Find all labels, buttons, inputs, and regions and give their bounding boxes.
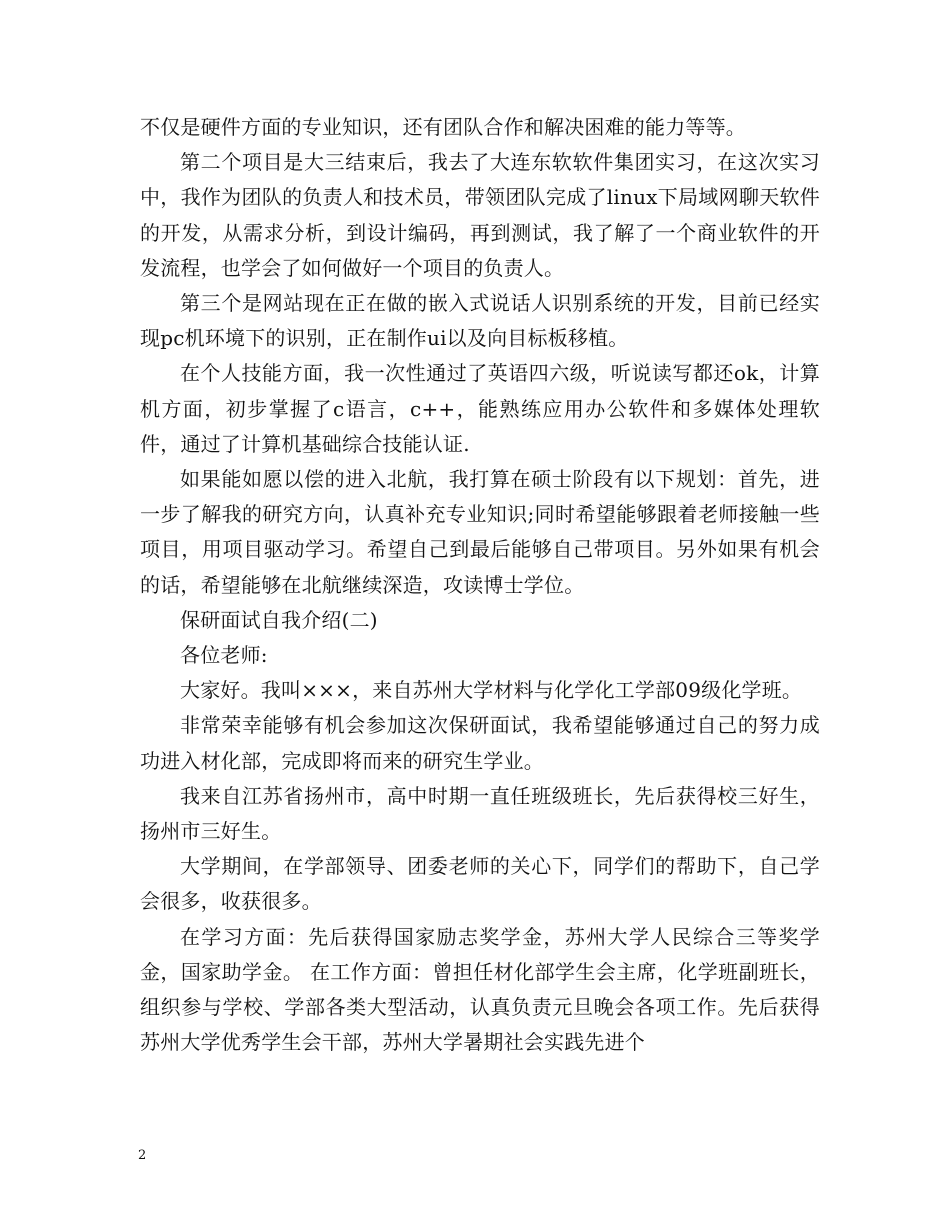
paragraph-12: 在学习方面：先后获得国家励志奖学金，苏州大学人民综合三等奖学金，国家助学金。 在工作方面：曾担任材化部学生会主席，化学班副班长，组织参与学校、学部各类大型活动，认真负责元旦晚会各项工作。先后获得苏州大学优秀学生会干部，苏州大学暑期社会实践先进个 xyxy=(140,924,820,1055)
paragraph-9: 非常荣幸能够有机会参加这次保研面试，我希望能够通过自己的努力成功进入材化部，完成即将而来的研究生学业。 xyxy=(140,713,820,773)
paragraph-1: 不仅是硬件方面的专业知识，还有团队合作和解决困难的能力等等。 xyxy=(140,115,746,139)
paragraph-2: 第二个项目是大三结束后，我去了大连东软软件集团实习，在这次实习中，我作为团队的负责人和技术员，带领团队完成了linux下局域网聊天软件的开发，从需求分析，到设计编码，再到测试，我了解了一个商业软件的开发流程，也学会了如何做好一个项目的负责人。 xyxy=(140,150,820,280)
salutation: 各位老师: xyxy=(180,643,268,668)
section-heading: 保研面试自我介绍(二) xyxy=(180,607,378,632)
paragraph-8: 大家好。我叫×××，来自苏州大学材料与化学化工学部09级化学班。 xyxy=(180,678,803,703)
paragraph-4: 在个人技能方面，我一次性通过了英语四六级，听说读写都还ok，计算机方面，初步掌握了c语言，c++，能熟练应用办公软件和多媒体处理软件，通过了计算机基础综合技能认证. xyxy=(140,361,820,456)
document-body xyxy=(140,110,820,1060)
paragraph-10: 我来自江苏省扬州市，高中时期一直任班级班长，先后获得校三好生，扬州市三好生。 xyxy=(140,783,820,844)
paragraph-5: 如果能如愿以偿的进入北航，我打算在硕士阶段有以下规划：首先，进一步了解我的研究方向，认真补充专业知识;同时希望能够跟着老师接触一些项目，用项目驱动学习。希望自己到最后能够自己带项目。另外如果有机会的话，希望能够在北航继续深造，攻读博士学位。 xyxy=(140,467,820,597)
page-number: 2 xyxy=(138,1148,147,1163)
paragraph-11: 大学期间，在学部领导、团委老师的关心下，同学们的帮助下，自己学会很多，收获很多。 xyxy=(140,854,820,914)
paragraph-3: 第三个是网站现在正在做的嵌入式说话人识别系统的开发，目前已经实现pc机环境下的识别，正在制作ui以及向目标板移植。 xyxy=(140,291,820,351)
